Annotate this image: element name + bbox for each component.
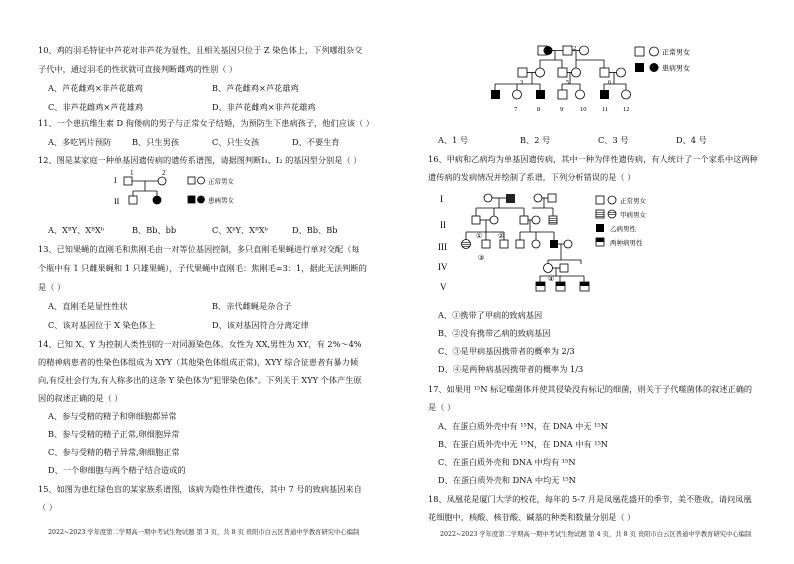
q16-iii-male-affected <box>550 240 558 248</box>
q16-legend-normal-male <box>596 196 604 204</box>
q12-stem: 12、图是某家庭一种单基因遗传病的遗传系谱图，请据图判断I₁、I₂ 的基因型分别是（ ） <box>38 155 362 165</box>
ped15-num-8: 8 <box>537 106 541 113</box>
q12-gen-2-label: II <box>114 197 120 206</box>
ped15-num-12: 12 <box>623 106 630 113</box>
ped15-ii4-female <box>536 68 545 77</box>
q12-option-d: D、Bb、Bb <box>292 225 338 235</box>
q14-stem-2: 的精神病患者的性染色体组成为 XYY（其他染色体组成正常)，XYY 综合征患者有暴力倾 <box>38 357 359 367</box>
q16-i-female-1 <box>484 194 492 202</box>
q14-stem-1: 14、已知 X、Y 为控制人类性别的一对同源染色体。女性为 XX,男性为 XY，有 2%～4% <box>38 339 362 349</box>
q16-iii-female-2 <box>532 240 540 248</box>
q16-gen-4-label: IV <box>438 262 448 272</box>
q14-option-c: C、参与受精的精子异常,卵细胞正常 <box>48 447 180 457</box>
q13-option-b: B、亲代雌蝇是杂合子 <box>212 301 292 311</box>
ped15-iii-female-12 <box>622 90 631 99</box>
q17-option-c: C、在蛋白质外壳和 DNA 中均有 ¹⁵N <box>438 457 576 467</box>
q16-ii-male-1 <box>472 216 480 224</box>
q15-stem-2: （ ） <box>38 502 57 512</box>
q12-legend-normal-text: 正常男女 <box>208 177 234 186</box>
ped15-iii-male-affected-1 <box>491 90 500 99</box>
q16-ii-male-2 <box>520 216 528 224</box>
q12-ii1-male-normal <box>129 196 137 204</box>
q12-i2-female-normal <box>158 177 166 185</box>
q16-iv-female <box>544 264 553 273</box>
q15-option-d: D、4 号 <box>676 135 707 145</box>
q12-num-2: 2 <box>162 169 166 177</box>
q10-stem-2: 子代中，通过羽毛的性状就可直接判断雌鸡的性别（ ） <box>38 64 238 74</box>
ped15-legend-affected-male <box>635 63 644 72</box>
q12-gen-1-label: I <box>114 176 117 185</box>
q14-option-b: B、参与受精的精子正常,卵细胞异常 <box>48 429 180 439</box>
q16-gen-1-label: I <box>440 194 443 204</box>
q13-option-a: A、直刚毛是显性性状 <box>48 301 128 311</box>
q14-option-d: D、一个卵细胞与两个精子结合造成的 <box>48 465 186 475</box>
q12-pedigree <box>100 168 280 218</box>
ped15-ii-female-normal-2 <box>617 68 626 77</box>
q14-stem-3: 向,有反社会行为,有人称多出的这条 Y 染色体为"犯罪染色体"。下列关于 XYY 个体产生原 <box>38 375 362 385</box>
q16-i-female-2 <box>534 194 542 202</box>
q16-legend-4-text: 两种病男性 <box>610 239 643 247</box>
ped15-legend-normal-female <box>650 47 659 56</box>
left-footer: 2022~2023 学年度第二学期高一期中考试生物试题 第 3 页，共 8 页 贵阳市白云区普通中学教育研究中心编制 <box>48 529 360 536</box>
q16-gen-3-label: III <box>438 242 447 252</box>
q16-mark-3: ③ <box>478 254 485 262</box>
q16-option-b: B、②没有携带乙病的致病基因 <box>438 328 551 338</box>
q15-option-a: A、1 号 <box>438 135 469 145</box>
q16-option-d: D、④是两种病基因携带者的概率为 1/3 <box>438 364 584 374</box>
q16-ii-female-1 <box>490 216 498 224</box>
q16-iii-male-1 <box>482 240 490 248</box>
q14-option-a: A、参与受精的精子和卵细胞都异常 <box>48 411 177 421</box>
ped15-num-2: 2 <box>573 45 577 52</box>
q12-legend-affected-male <box>188 196 195 203</box>
ped15-i2-male-normal <box>563 46 572 55</box>
q12-num-1: 1 <box>130 169 134 177</box>
ped15-ii-female-normal <box>572 68 581 77</box>
q16-ii-female-2 <box>532 216 540 224</box>
q16-pedigree <box>436 190 696 300</box>
q12-legend-affected-female <box>198 196 205 203</box>
q11-option-b: B、只生男孩 <box>132 137 179 147</box>
q15-option-b: B、2 号 <box>520 135 551 145</box>
q16-option-a: A、①携带了甲病的致病基因 <box>438 310 543 320</box>
q16-legend-jia-female <box>608 210 616 218</box>
ped15-num-9: 9 <box>560 106 564 113</box>
q10-option-b: B、芦花雌鸡×芦花雄鸡 <box>212 83 299 93</box>
q16-mark-2: ② <box>498 232 505 240</box>
q13-option-c: C、该对基因位于 X 染色体上 <box>48 320 156 330</box>
q12-legend-normal-male <box>188 177 195 184</box>
q16-option-c: C、③是甲病基因携带者的概率为 2/3 <box>438 346 575 356</box>
q13-stem-3: 是（ ） <box>38 282 66 292</box>
q16-legend-3-text: 乙病男性 <box>610 225 636 233</box>
ped15-legend-affected-female <box>650 63 659 72</box>
q11-stem: 11、一个患抗维生素 D 佝偻病的男子与正常女子结婚，为预防生下患病孩子，他们应该（ ） <box>38 118 374 128</box>
q11-option-c: C、只生女孩 <box>212 137 260 147</box>
q16-iii-female-striped <box>462 240 471 249</box>
q14-stem-4: 因的叙述正确的是（ ） <box>38 393 123 403</box>
q12-i1-male-normal <box>124 177 132 185</box>
ped15-num-7: 7 <box>514 106 518 113</box>
q12-option-b: B、Bb、bb <box>132 225 177 235</box>
q16-stem-1: 16、甲病和乙病均为单基因遗传病，其中一种为伴性遗传病，有人统计了一个家系中这两种 <box>428 154 758 164</box>
q15-option-c: C、3 号 <box>598 135 629 145</box>
ped15-legend-normal-text: 正常男女 <box>662 48 690 57</box>
ped15-i2-female-normal <box>580 46 589 55</box>
q16-legend-yi-male <box>596 224 604 232</box>
ped15-num-5: 5 <box>566 79 570 86</box>
ped15-num-6: 6 <box>608 79 612 86</box>
q12-legend-affected-text: 患病男女 <box>208 196 234 205</box>
q16-legend-1-text: 正常男女 <box>620 197 646 205</box>
q16-stem-2: 遗传病的发病情况并绘制了系谱，下列分析错误的是（ ） <box>428 172 636 182</box>
ped15-legend-normal-male <box>635 47 644 56</box>
q17-stem-2: 是（ ） <box>428 402 456 412</box>
q16-mark-4: ④ <box>548 275 555 283</box>
q18-stem-1: 18、凤凰花是厦门大学的校花，每年的 5-7 月是凤凰花盛开的季节，美不胜收，请问凤凰 <box>428 494 752 504</box>
ped15-ii6-male-normal <box>600 68 609 77</box>
q10-option-c: C、非芦花雌鸡×芦花雄鸡 <box>48 102 144 112</box>
ped15-num-11: 11 <box>602 106 609 113</box>
q10-option-d: D、非芦花雌鸡×非芦花雄鸡 <box>212 102 316 112</box>
q16-iii-male-2 <box>500 240 508 248</box>
q10-stem-1: 10、鸡的羽毛特征中芦花对非芦花为显性，且相关基因只位于 Z 染色体上，下列哪组杂交 <box>38 45 363 55</box>
q16-gen-2-label: II <box>440 220 446 230</box>
q17-stem-1: 17、如果用 ¹⁵N 标记噬菌体并使其侵染没有标记的细菌，则关于子代噬菌体的叙述正确的 <box>428 384 753 394</box>
q16-i-male-normal <box>548 194 556 202</box>
q16-legend-normal-female <box>608 196 616 204</box>
ped15-iii-female-normal <box>513 90 522 99</box>
q15-stem-1: 15、如图为患红绿色盲的某家族系谱图，该病为隐性伴性遗传，其中 7 号的致病基因来自 <box>38 484 362 494</box>
q12-ii2-female-affected <box>153 196 161 204</box>
ped15-iii-male-normal-9 <box>558 90 567 99</box>
q17-option-b: B、在蛋白质外壳中无 ¹⁵N，在 DNA 中有 ¹⁵N <box>438 439 608 449</box>
q18-stem-2: 花细胞中，核酸、核苷酸、碱基的种类和数量分别是（ ） <box>428 512 636 522</box>
q16-legend-jia-male <box>596 210 604 218</box>
q16-iii-male-3 <box>516 240 524 248</box>
q12-option-a: A、XᴮY、XᴮXᵇ <box>48 225 105 235</box>
q12-legend-normal-female <box>198 177 205 184</box>
q16-ii-male-striped <box>549 216 557 224</box>
ped15-num-3: 3 <box>520 79 524 86</box>
q16-gen-5-label: V <box>440 282 447 292</box>
q13-stem-2: 个瓶中有 1 只雌果蝇和 1 只雄果蝇），子代果蝇中直刚毛：焦刚毛=3：1，据此无法判断的 <box>38 263 367 273</box>
q16-legend-2-text: 甲病男女 <box>620 211 646 219</box>
right-footer: 2022~2023 学年度第二学期高一期中考试生物试题 第 4 页，共 8 页 贵阳市白云区普通中学教育研究中心编制 <box>440 531 752 538</box>
q11-option-a: A、多吃钙片预防 <box>48 137 112 147</box>
q13-option-d: D、该对基因符合分离定律 <box>212 320 309 330</box>
q15-pedigree <box>480 38 780 123</box>
ped15-num-10: 10 <box>580 106 587 113</box>
q12-option-c: C、XᵇY、XᴮXᵇ <box>212 225 268 235</box>
q16-i-male-affected <box>506 194 515 203</box>
ped15-legend-affected-text: 患病男女 <box>662 64 690 73</box>
ped15-ii5-male-normal <box>558 68 567 77</box>
q13-stem-1: 13、已知果蝇的直刚毛和焦刚毛由一对等位基因控制，多只直刚毛果蝇进行单对交配（每 <box>38 244 360 254</box>
q17-option-a: A、在蛋白质外壳中有 ¹⁵N，在 DNA 中无 ¹⁵N <box>438 421 608 431</box>
ped15-iii-male-affected-7 <box>536 90 545 99</box>
ped15-i1-female-affected <box>544 46 553 55</box>
q16-mark-1: ① <box>476 232 483 240</box>
q16-iv-male <box>560 264 568 272</box>
q16-iii-female-3 <box>564 240 572 248</box>
q10-option-a: A、芦花雌鸡×非芦花雄鸡 <box>48 83 143 93</box>
q11-option-d: D、不要生育 <box>292 137 340 147</box>
ped15-ii3-male-normal <box>518 68 527 77</box>
ped15-iii-male-affected-11 <box>600 90 609 99</box>
q17-option-d: D、在蛋白质外壳和 DNA 中均无 ¹⁵N <box>438 475 576 485</box>
ped15-iii-female-10 <box>576 90 585 99</box>
